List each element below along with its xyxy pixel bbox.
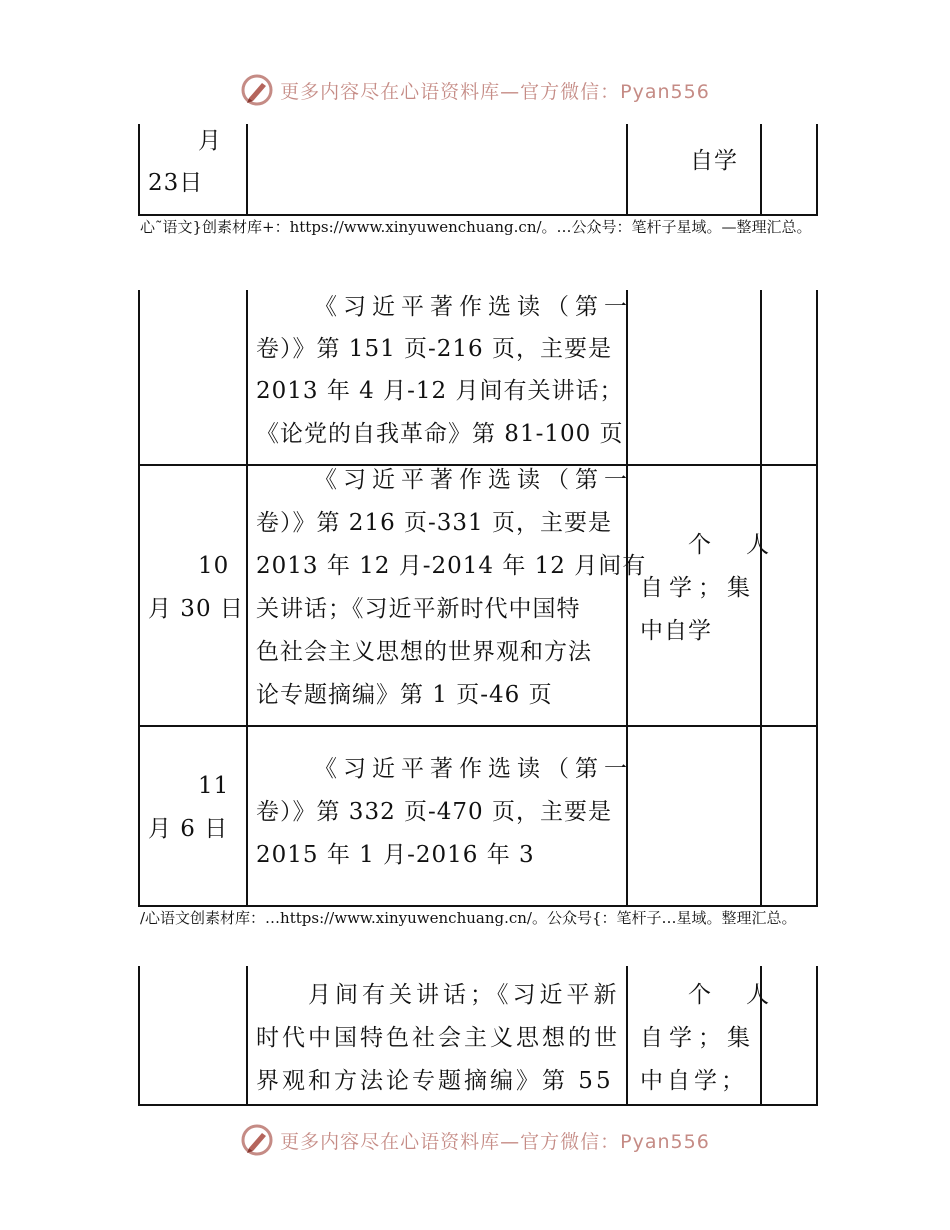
banner-text: 更多内容尽在心语资料库—官方微信：Pyan556: [280, 1130, 710, 1153]
pen-logo-icon: [240, 1123, 274, 1157]
schedule-table-part-1: [138, 124, 818, 216]
content-line: 《论党的自我革命》第 81-100 页: [256, 421, 624, 447]
schedule-table-part-2: [138, 290, 818, 907]
content-line: 色社会主义思想的世界观和方法: [256, 639, 592, 665]
content-line: 时代中国特色社会主义思想的世: [256, 1025, 620, 1051]
content-line: 卷）》第 216 页-331 页，主要是: [256, 510, 613, 536]
content-line: 《习近平著作选读（第一: [314, 467, 633, 493]
pen-logo-icon: [240, 73, 274, 107]
watermark-note: /心语文创素材库：…https://www.xinyuwenchuang.cn/。公众号{：笔杆子…星域。整理汇总。: [140, 909, 797, 927]
header-banner: [0, 70, 950, 110]
content-line: 《习近平著作选读（第一: [314, 294, 633, 320]
study-method: 自学；集: [640, 1025, 756, 1051]
content-line: 卷）》第 151 页-216 页，主要是: [256, 336, 613, 362]
study-method: 中自学: [640, 618, 712, 644]
content-line: 2015 年 1 月-2016 年 3: [256, 842, 535, 868]
content-line: 卷）》第 332 页-470 页，主要是: [256, 799, 613, 825]
study-method: 自学: [690, 148, 738, 174]
content-line: 《习近平著作选读（第一: [314, 756, 633, 782]
content-line: 界观和方法论专题摘编》第 55: [256, 1068, 614, 1094]
content-line: 关讲话；《习近平新时代中国特: [256, 596, 581, 622]
date-line: 月 30 日: [148, 596, 244, 622]
study-method: 个 人: [688, 532, 775, 558]
study-method: 个 人: [688, 982, 775, 1008]
content-line: 论专题摘编》第 1 页-46 页: [256, 682, 553, 708]
footer-banner: [0, 1120, 950, 1160]
schedule-table-part-3: [138, 966, 818, 1106]
date-line: 月 6 日: [148, 816, 229, 842]
content-line: 2013 年 4 月-12 月间有关讲话；: [256, 378, 624, 404]
date-line: 10: [198, 553, 230, 579]
content-line: 2013 年 12 月-2014 年 12 月间有: [256, 553, 647, 579]
banner-text: 更多内容尽在心语资料库—官方微信：Pyan556: [280, 80, 710, 103]
watermark-note: 心˜语文}创素材库+：https://www.xinyuwenchuang.cn/。…公众号：笔杆子星域。—整理汇总。: [140, 218, 812, 236]
date-line: 11: [198, 773, 230, 799]
date-line: 23日: [148, 170, 204, 196]
date-line: 月: [198, 128, 222, 154]
content-line: 月间有关讲话；《习近平新: [308, 982, 621, 1008]
study-method: 中自学；: [640, 1068, 748, 1094]
study-method: 自学；集: [640, 575, 756, 601]
